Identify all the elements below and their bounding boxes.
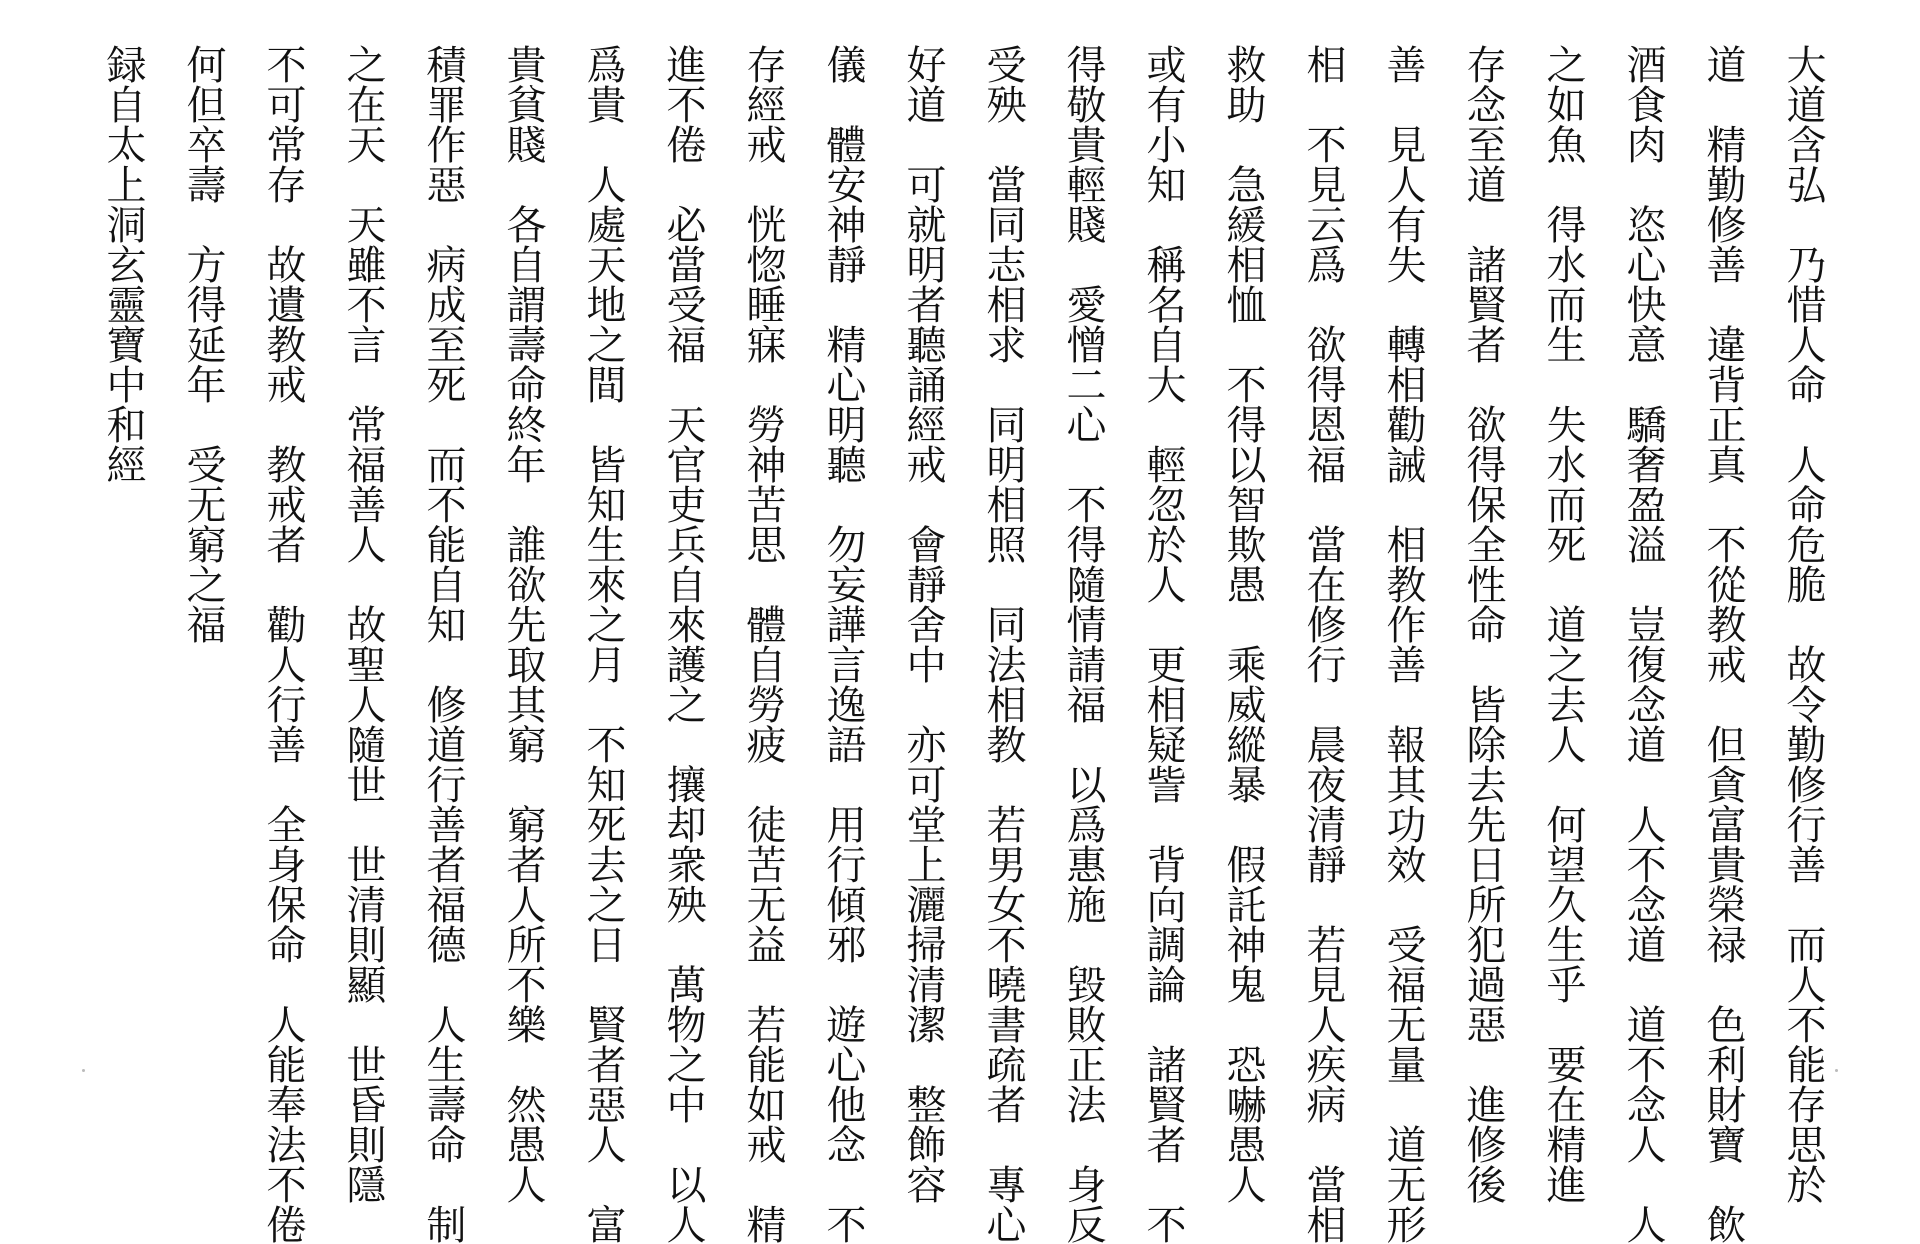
text-column-1: 大道含弘 乃惜人命 人命危脆 故令勤修行善 而人不能存思於	[1780, 44, 1826, 1204]
text-column-21: 何但卒壽 方得延年 受无窮之福	[180, 44, 226, 644]
text-column-12: 好道 可就明者聽誦經戒 會靜舍中 亦可堂上灑掃清潔 整飾容	[900, 44, 946, 1204]
text-column-10: 得敬貴輕賤 愛憎二心 不得隨情請福 以爲惠施 毀敗正法 身反	[1060, 44, 1106, 1244]
text-column-2: 道 精勤修善 違背正真 不從教戒 但貪富貴榮禄 色利財寶 飲	[1700, 44, 1746, 1244]
text-column-15: 進不倦 必當受福 天官吏兵自來護之 攘却衆殃 萬物之中 以人	[660, 44, 706, 1244]
vertical-text-block	[88, 44, 1838, 1244]
text-column-4: 之如魚 得水而生 失水而死 道之去人 何望久生乎 要在精進	[1540, 44, 1586, 1204]
text-column-13: 儀 體安神靜 精心明聽 勿妄譁言逸語 用行傾邪 遊心他念 不	[820, 44, 866, 1244]
text-column-20: 不可常存 故遺教戒 教戒者 勸人行善 全身保命 人能奉法不倦	[260, 44, 306, 1244]
text-column-19: 之在天 天雖不言 常福善人 故聖人隨世 世清則顯 世昏則隱	[340, 44, 386, 1204]
text-column-3: 酒食肉 恣心快意 驕奢盈溢 豈復念道 人不念道 道不念人 人	[1620, 44, 1666, 1244]
text-column-11: 受殃 當同志相求 同明相照 同法相教 若男女不曉書疏者 專心	[980, 44, 1026, 1244]
source-attribution: 録自太上洞玄靈寶中和經	[100, 44, 146, 484]
corner-mark-right	[1835, 1069, 1838, 1072]
text-column-7: 相 不見云爲 欲得恩福 當在修行 晨夜清靜 若見人疾病 當相	[1300, 44, 1346, 1244]
text-column-9: 或有小知 稱名自大 輕忽於人 更相疑訾 背向調論 諸賢者 不	[1140, 44, 1186, 1244]
corner-mark-left	[82, 1069, 85, 1072]
text-column-8: 救助 急緩相恤 不得以智欺愚 乘威縱暴 假託神鬼 恐嚇愚人	[1220, 44, 1266, 1204]
text-column-16: 爲貴 人處天地之間 皆知生來之月 不知死去之日 賢者惡人 富	[580, 44, 626, 1244]
text-column-17: 貴貧賤 各自謂壽命終年 誰欲先取其窮 窮者人所不樂 然愚人	[500, 44, 546, 1204]
text-column-18: 積罪作惡 病成至死 而不能自知 修道行善者福德 人生壽命 制	[420, 44, 466, 1244]
text-column-5: 存念至道 諸賢者 欲得保全性命 皆除去先日所犯過惡 進修後	[1460, 44, 1506, 1204]
text-column-14: 存經戒 恍惚睡寐 勞神苦思 體自勞疲 徒苦无益 若能如戒 精	[740, 44, 786, 1244]
text-column-6: 善 見人有失 轉相勸誡 相教作善 報其功效 受福无量 道无形	[1380, 44, 1426, 1244]
